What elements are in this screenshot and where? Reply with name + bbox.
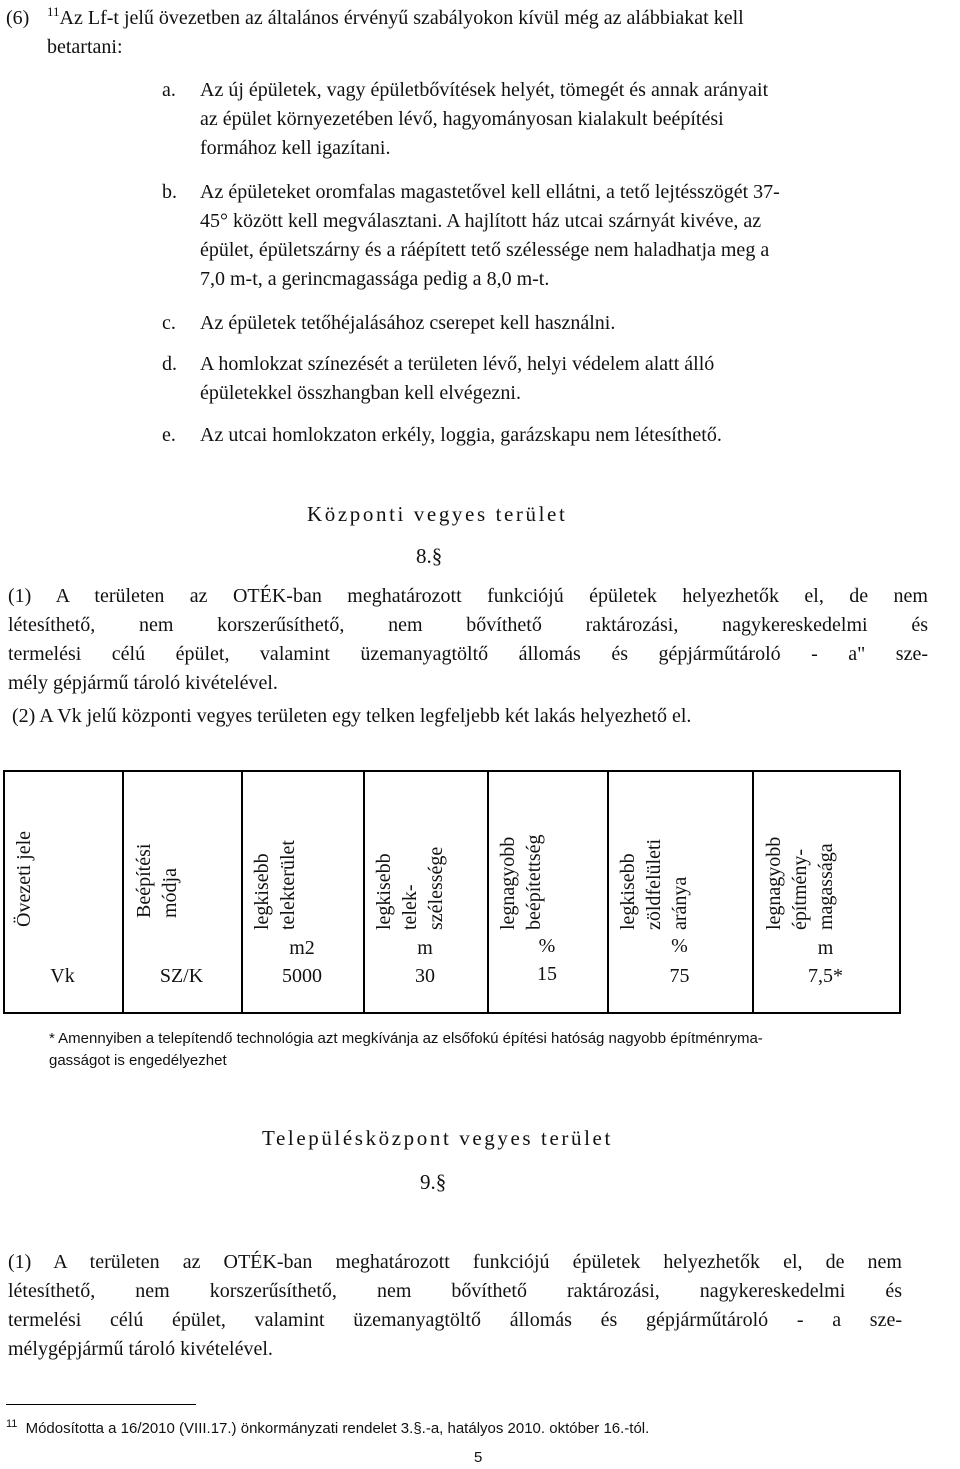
table-border-top xyxy=(3,770,901,772)
cell-max-coverage: 15 xyxy=(537,963,557,985)
page-number: 5 xyxy=(474,1449,483,1466)
item-c-text: Az épületek tetőhéjalásához cserepet kell használni. xyxy=(200,312,616,334)
unit-coverage: % xyxy=(538,935,556,957)
cell-min-plot-area: 5000 xyxy=(282,965,322,987)
unit-height: m xyxy=(817,937,834,959)
cell-min-green-ratio: 75 xyxy=(669,965,690,987)
item-e-letter: e. xyxy=(162,424,176,446)
item-d-letter: d. xyxy=(162,353,177,375)
header-min-green-ratio: legkisebb zöldfelületi aránya xyxy=(617,838,691,930)
cell-max-height: 7,5* xyxy=(808,965,843,987)
section-8-paragraph-2: (2) A Vk jelű központi vegyes területen egy telken legfeljebb két lakás helyezhető el. xyxy=(12,705,692,727)
section-9-paragraph-1: (1) A területen az OTÉK-ban meghatározott funkciójú épületek helyezhetők el, de nem létesíthető, nem korszerűsíthető, nem bővíthető raktározási, nagykereskedelmi és termelési célú épület, valamint üzemanyagtöltő állomás és gépjárműtároló - a sze- mélygépjármű tároló kivételével. xyxy=(8,1251,902,1360)
item-b-letter: b. xyxy=(162,181,177,203)
zoning-table xyxy=(3,770,901,1014)
item-d-text: A homlokzat színezését a területen lévő, helyi védelem alatt álló épületekkel összhangban kell elvégezni. xyxy=(200,353,715,404)
footnote-ref-11: 11 xyxy=(47,4,60,19)
section-8-title: Központi vegyes terület xyxy=(307,502,568,526)
section-6-number: (6) xyxy=(6,7,30,29)
cell-zone-code: Vk xyxy=(50,965,75,987)
unit-green-ratio: % xyxy=(671,935,688,957)
item-a-letter: a. xyxy=(162,79,176,101)
footnote-text: Módosította a 16/2010 (VIII.17.) önkormányzati rendelet 3.§.-a, hatályos 2010. október 16.-tól. xyxy=(25,1420,650,1437)
item-b-text: Az épületeket oromfalas magastetővel kell ellátni, a tető lejtésszögét 37- 45° között kell megválasztani. A hajlított ház utcai szárnyát kivéve, az épület, épületszárny és a ráépített tető szélessége nem haladhatja meg a 7,0 m-t, a gerincmagassága pedig a 8,0 m-t. xyxy=(200,181,780,290)
section-9-title: Településközpont vegyes terület xyxy=(262,1126,613,1150)
table-note: * Amennyiben a telepítendő technológia azt megkívánja az elsőfokú építési hatóság nagyobb építménryma- gasságot is engedélyezhet xyxy=(49,1030,763,1069)
section-8-number: 8.§ xyxy=(416,544,443,568)
header-max-coverage: legnagyobb beépítettség xyxy=(497,834,545,930)
footnote-marker: 11 xyxy=(6,1418,18,1430)
item-c-letter: c. xyxy=(162,312,176,334)
header-building-mode: Beépítési módja xyxy=(133,843,181,918)
section-9-number: 9.§ xyxy=(420,1170,447,1194)
header-min-plot-area: legkisebb telekterület xyxy=(251,840,299,930)
unit-plot-width: m xyxy=(417,937,433,959)
section-6-intro: $^{11}$Az Lf-t jelű övezetben az általános érvényű szabályokon kívül még az alábbiakat kell xyxy=(47,4,744,29)
unit-plot-area: m2 xyxy=(289,937,315,959)
item-a-text: Az új épületek, vagy épületbővítések helyét, tömegét és annak arányait az épület környezetében lévő, hagyományosan kialakult beépítési formához kell igazítani. xyxy=(200,79,769,159)
section-8-paragraph-1: (1) A területen az OTÉK-ban meghatározott funkciójú épületek helyezhetők el, de nem létesíthető, nem korszerűsíthető, nem bővíthető raktározási, nagykereskedelmi és termelési célú épület, valamint üzemanyagtöltő állomás és gépjárműtároló - a" sze- mély gépjármű tároló kivételével. xyxy=(8,585,928,694)
item-e-text: Az utcai homlokzaton erkély, loggia, garázskapu nem létesíthető. xyxy=(200,424,722,446)
section-6-intro-line2: betartani: xyxy=(47,36,123,58)
footnote xyxy=(6,1418,649,1440)
cell-min-plot-width: 30 xyxy=(415,965,435,987)
header-zone-code: Övezeti jele xyxy=(13,830,35,927)
table-border-right xyxy=(899,770,901,1014)
footnote-separator xyxy=(6,1404,196,1405)
header-max-building-height: legnagyobb építmény- magassága xyxy=(763,836,837,930)
cell-building-mode: SZ/K xyxy=(159,965,204,987)
header-min-plot-width: legkisebb telek- szélessége xyxy=(373,846,447,930)
table-border-bottom xyxy=(3,1012,901,1014)
